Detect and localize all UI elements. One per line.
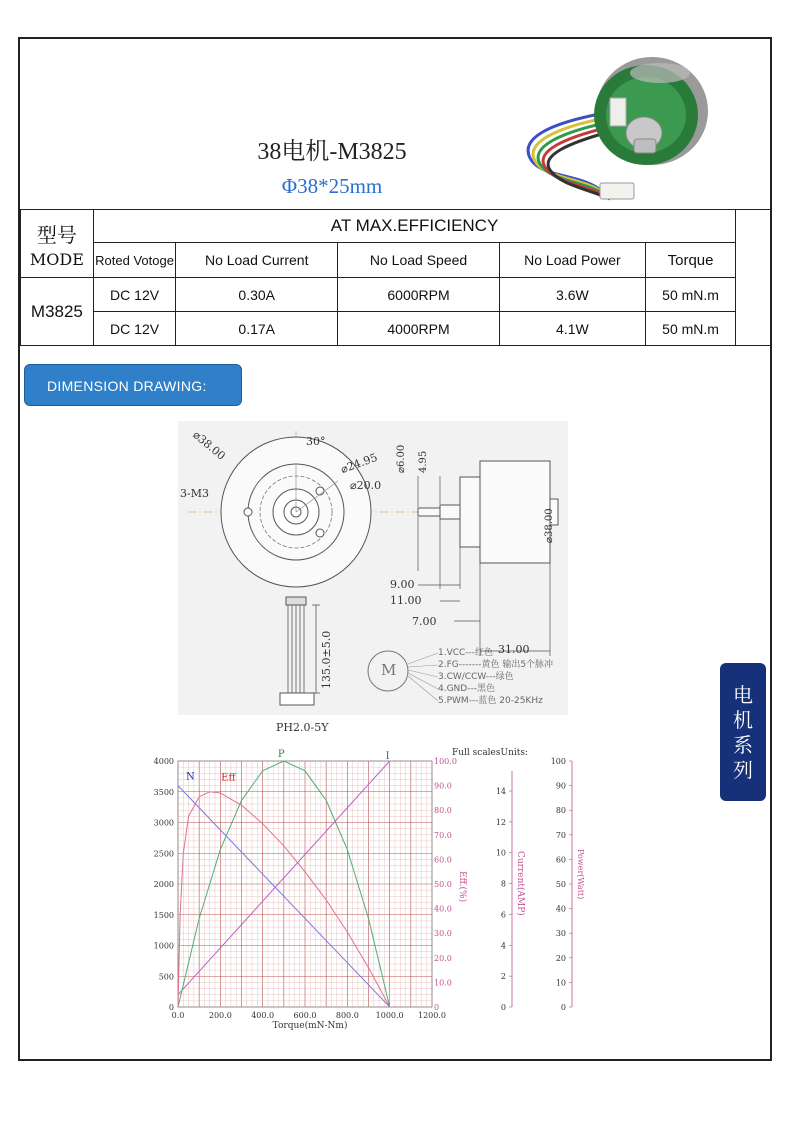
x-tick-label: 1000.0 xyxy=(375,1011,404,1020)
x-tick-label: 1200.0 xyxy=(418,1011,446,1020)
power-tick-label: 100 xyxy=(550,757,566,766)
connector-label: PH2.0-5Y xyxy=(276,721,329,734)
model-label-cell xyxy=(21,210,94,278)
section-divider xyxy=(20,345,770,346)
y-tick-label: 4000 xyxy=(153,757,174,766)
column-header: Torque xyxy=(645,243,736,278)
side-tab-char: 列 xyxy=(733,758,753,782)
table-cell: DC 12V xyxy=(93,278,176,312)
y-tick-label: 2000 xyxy=(153,880,174,889)
power-tick-label: 70 xyxy=(555,830,566,840)
side-tab-char: 电 xyxy=(733,683,753,707)
power-tick-label: 50 xyxy=(555,880,566,889)
current-tick-label: 10 xyxy=(495,848,506,858)
current-tick-label: 2 xyxy=(500,972,506,982)
eff-tick-label: 90.0 xyxy=(434,781,452,791)
eff-tick-label: 50.0 xyxy=(434,880,452,889)
column-header: No Load Current xyxy=(176,243,338,278)
column-header: No Load Power xyxy=(499,243,645,278)
table-cell: 4.1W xyxy=(499,312,645,346)
side-tab-char: 机 xyxy=(733,708,753,732)
table-cell: 6000RPM xyxy=(338,278,500,312)
x-tick-label: 0.0 xyxy=(171,1011,185,1020)
x-tick-label: 800.0 xyxy=(335,1011,359,1020)
wire-item: 2.FG-------黄色 输出5个脉冲 xyxy=(438,660,554,670)
power-tick-label: 40 xyxy=(555,904,566,914)
x-tick-label: 400.0 xyxy=(251,1011,275,1020)
eff-axis-label: Eff.(%) xyxy=(457,871,467,903)
series-label: P xyxy=(277,749,285,760)
x-tick-label: 600.0 xyxy=(293,1011,317,1020)
dim-label: ⌀38.00 xyxy=(544,508,555,543)
eff-tick-label: 10.0 xyxy=(434,978,452,988)
table-cell: 50 mN.m xyxy=(645,312,736,346)
x-axis-label: Torque(mN-Nm) xyxy=(272,1021,348,1031)
power-tick-label: 90 xyxy=(555,781,566,791)
current-axis-label: Current(AMP) xyxy=(515,851,525,916)
eff-tick-label: 100.0 xyxy=(434,757,457,766)
table-cell: 0.30A xyxy=(176,278,338,312)
column-header: Roted Votoge xyxy=(93,243,176,278)
current-tick-label: 14 xyxy=(495,787,506,796)
current-tick-label: 4 xyxy=(500,941,506,951)
current-tick-label: 6 xyxy=(500,910,506,920)
section-badge: DIMENSION DRAWING: xyxy=(24,364,242,406)
dim-label: ⌀6.00 xyxy=(396,444,407,473)
dim-label: 7.00 xyxy=(412,615,437,628)
series-label: N xyxy=(186,771,195,783)
power-axis-label: Power(Watt) xyxy=(576,849,585,900)
wire-item: 4.GND---黑色 xyxy=(438,684,495,694)
spacer-cell xyxy=(736,210,770,346)
dim-label: ⌀38.00 xyxy=(190,428,228,463)
dim-label: 30° xyxy=(306,435,326,448)
table-cell: 50 mN.m xyxy=(645,278,736,312)
power-tick-label: 0 xyxy=(560,1003,566,1012)
performance-chart xyxy=(138,739,598,1039)
eff-tick-label: 0 xyxy=(434,1003,440,1012)
model-cell: M3825 xyxy=(21,278,94,346)
table-cell: 4000RPM xyxy=(338,312,500,346)
spec-table xyxy=(20,209,770,346)
dim-label: 31.00 xyxy=(498,643,530,656)
power-tick-label: 60 xyxy=(555,855,566,865)
column-header: No Load Speed xyxy=(338,243,500,278)
dimension-labels xyxy=(178,421,568,734)
current-tick-label: 12 xyxy=(495,817,506,827)
power-tick-label: 20 xyxy=(555,953,566,963)
dim-label: 3-M3 xyxy=(180,487,209,500)
eff-tick-label: 80.0 xyxy=(434,806,452,816)
motor-photo xyxy=(510,43,710,203)
dim-label: 4.95 xyxy=(418,450,429,473)
chart-title: Full scalesUnits: xyxy=(452,748,529,758)
y-tick-label: 3500 xyxy=(153,787,174,797)
current-tick-label: 0 xyxy=(500,1003,506,1012)
y-tick-label: 500 xyxy=(158,972,174,982)
y-tick-label: 3000 xyxy=(153,818,174,828)
eff-tick-label: 20.0 xyxy=(434,953,452,963)
group-header: AT MAX.EFFICIENCY xyxy=(93,210,736,243)
side-tab xyxy=(720,663,766,801)
y-tick-label: 1000 xyxy=(153,941,174,951)
dim-label: 9.00 xyxy=(390,578,415,591)
chart-grid xyxy=(178,761,432,1007)
y-tick-label: 2500 xyxy=(153,849,174,859)
wire-item: 1.VCC---红色 xyxy=(438,648,494,658)
table-cell: 3.6W xyxy=(499,278,645,312)
x-tick-label: 200.0 xyxy=(208,1011,232,1020)
current-tick-label: 8 xyxy=(500,879,506,889)
dim-label: 11.00 xyxy=(390,594,422,607)
power-tick-label: 30 xyxy=(555,929,566,939)
wire-legend xyxy=(438,647,553,707)
page-subtitle: Φ38*25mm xyxy=(281,174,383,198)
y-tick-label: 1500 xyxy=(153,910,174,920)
table-cell: 0.17A xyxy=(176,312,338,346)
motor-symbol: M xyxy=(381,661,397,679)
eff-tick-label: 70.0 xyxy=(434,830,452,840)
side-tab-char: 系 xyxy=(733,733,753,757)
dim-label: 135.0±5.0 xyxy=(320,630,333,689)
model-label-en: MODE xyxy=(29,249,84,269)
header xyxy=(20,39,770,209)
power-tick-label: 10 xyxy=(555,978,566,988)
page-title: 38电机-M3825 xyxy=(257,139,407,165)
model-label-cn: 型号 xyxy=(36,222,77,247)
power-tick-label: 80 xyxy=(555,806,566,816)
dim-label: ⌀20.0 xyxy=(350,479,382,492)
y-tick-label: 0 xyxy=(168,1003,174,1012)
eff-tick-label: 60.0 xyxy=(434,855,452,865)
wire-item: 5.PWM---蓝色 20-25KHz xyxy=(438,696,543,706)
series-label: Eff xyxy=(221,772,236,784)
eff-tick-label: 30.0 xyxy=(434,929,452,939)
wire-item: 3.CW/CCW---绿色 xyxy=(438,672,514,682)
series-label: I xyxy=(385,751,390,762)
page-frame xyxy=(18,37,772,1061)
table-cell: DC 12V xyxy=(93,312,176,346)
eff-tick-label: 40.0 xyxy=(434,904,452,914)
dim-label: ⌀24.95 xyxy=(338,450,380,477)
